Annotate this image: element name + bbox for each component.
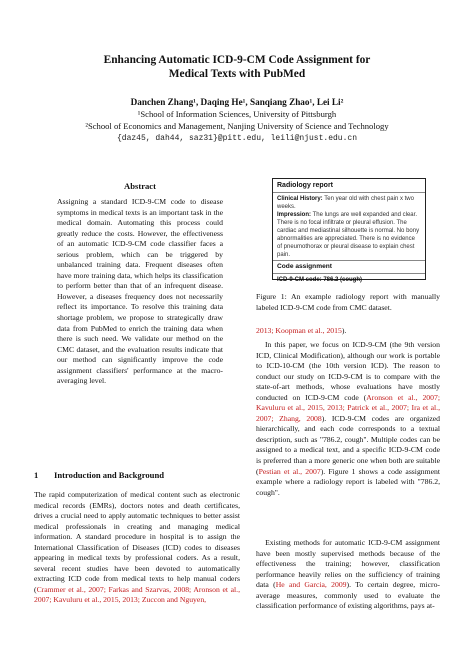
figure-caption: Figure 1: An example radiology report with manually labeled ICD-9-CM code from CMC dataset. [256, 292, 440, 312]
affiliation-1: ¹School of Information Sciences, University of Pittsburgh [137, 109, 337, 119]
impression-label: Impression: [277, 212, 312, 218]
methods-text-a: Existing methods for automatic ICD-9-CM assignment have been mostly supervised methods because of the effectiveness the training; however, classification performance heavily relies on the sufficiency of training data ( [256, 538, 440, 590]
author-emails: {daz45, dah44, saz31}@pitt.edu, leili@njust.edu.cn [116, 134, 358, 143]
clinical-history [277, 195, 421, 211]
section-heading [34, 470, 240, 480]
continuation-citation[interactable]: 2013; Koopman et al., 2015 [256, 326, 342, 335]
section-number: 1 [34, 470, 39, 480]
abstract-heading: Abstract [124, 181, 156, 191]
intro-citations[interactable]: Crammer et al., 2007; Farkas and Szarvas, 2008; Aronson et al., 2007; Kavuluru et al., 2015, 2013; Zuccon and Nguyen, [34, 584, 240, 605]
focus-citation-2[interactable]: Pestian et al., 2007 [258, 466, 321, 476]
code-line: ICD-9-CM code: 786.2 (cough) [277, 277, 363, 283]
right-continuation [256, 326, 440, 337]
impression-text: The lungs are well expanded and clear. There is no focal infiltrate or pleural effusion. The cardiac and mediastinal silhouette is normal. No bony abnormalities are appreciated. There is no evidence of pneumothorax or pleural disease to explain chest pain. [277, 212, 420, 258]
history-label: Clinical History: [277, 196, 323, 202]
affiliation-2: ²School of Economics and Management, Nanjing University of Science and Technology [85, 121, 389, 131]
focus-text-b: ). ICD-9-CM codes are organized hierarchically, and each code corresponds to a textual description, such as "786.2, cough". Multiple codes can be assigned to a medical text, and a specific ICD-9-CM code is preferred than a more generic one when both are suitable ( [256, 413, 440, 476]
title-line-1: Enhancing Automatic ICD-9-CM Code Assignment for [103, 54, 371, 66]
methods-paragraph [256, 538, 440, 612]
methods-text-b: ). To certain degree, micro-average measures, commonly used to evaluate the classification performance of existing algorithms, pays at- [256, 580, 440, 611]
intro-paragraph [34, 490, 240, 606]
figure-title: Radiology report [273, 179, 425, 193]
author-list: Danchen Zhang¹, Daqing He¹, Sanqiang Zhao¹, Lei Li² [130, 97, 344, 107]
title-line-2: Medical Texts with PubMed [168, 68, 306, 80]
focus-citations[interactable]: Aronson et al., 2007; Kavuluru et al., 2015, 2013; Patrick et al., 2007; Ira et al., 2007; Zhang, 2008 [256, 392, 440, 423]
focus-paragraph [256, 340, 440, 498]
section-title: Introduction and Background [54, 470, 165, 480]
paper-title [30, 53, 444, 81]
history-text: Ten year old with chest pain x two weeks. [277, 196, 414, 210]
focus-text-a: In this paper, we focus on ICD-9-CM (the 9th version ICD, Clinical Modification), although our work is portable to ICD-10-CM (the 10th version ICD). The reason to conduct our study on ICD-9-CM is to compare with the state-of-art methods, whose evaluations have mostly conducted on ICD-9-CM code ( [256, 340, 440, 402]
figure-body [273, 193, 425, 260]
impression [277, 211, 421, 259]
methods-citation[interactable]: He and Garcia, 2009 [275, 580, 347, 590]
intro-text: The rapid computerization of medical content such as electronic medical records (EMRs), doctors notes and death certificates, drives a crucial need to apply automatic techniques to better assist medical professionals in creating and managing medical information. A standard procedure in hospital is to assign the International Classification of Diseases (ICD) codes to diseases appearing in medical texts by professional coders. As a result, several recent studies have been devoted to automatically extracting ICD code from medical texts to help manual coders ( [34, 490, 240, 594]
continuation-end: ). [341, 326, 347, 335]
radiology-report-figure [272, 178, 426, 283]
abstract-text: Assigning a standard ICD-9-CM code to disease symptoms in medical texts is an important task in the medical domain. Automating this process could greatly reduce the costs. However, the effectiveness of an automatic ICD-9-CM code classifier faces a serious problem, which can be triggered by unbalanced training data. Frequent diseases often have more training data, which helps its classification to perform better than that of an infrequent disease. However, a diseases frequency does not necessarily reflect its importance. To resolve this training data shortage problem, we propose to strategically draw data from PubMed to enrich the training data when there is such need. We validate our method on the CMC dataset, and the evaluation results indicate that our method can significantly improve the code assignment classifiers' performance at the macro-averaging level. [57, 197, 223, 386]
focus-text-c: ). Figure 1 shows a code assignment example where a radiology report is labeled with "786.2, cough". [256, 466, 440, 497]
code-assignment-heading: Code assignment [273, 260, 425, 274]
